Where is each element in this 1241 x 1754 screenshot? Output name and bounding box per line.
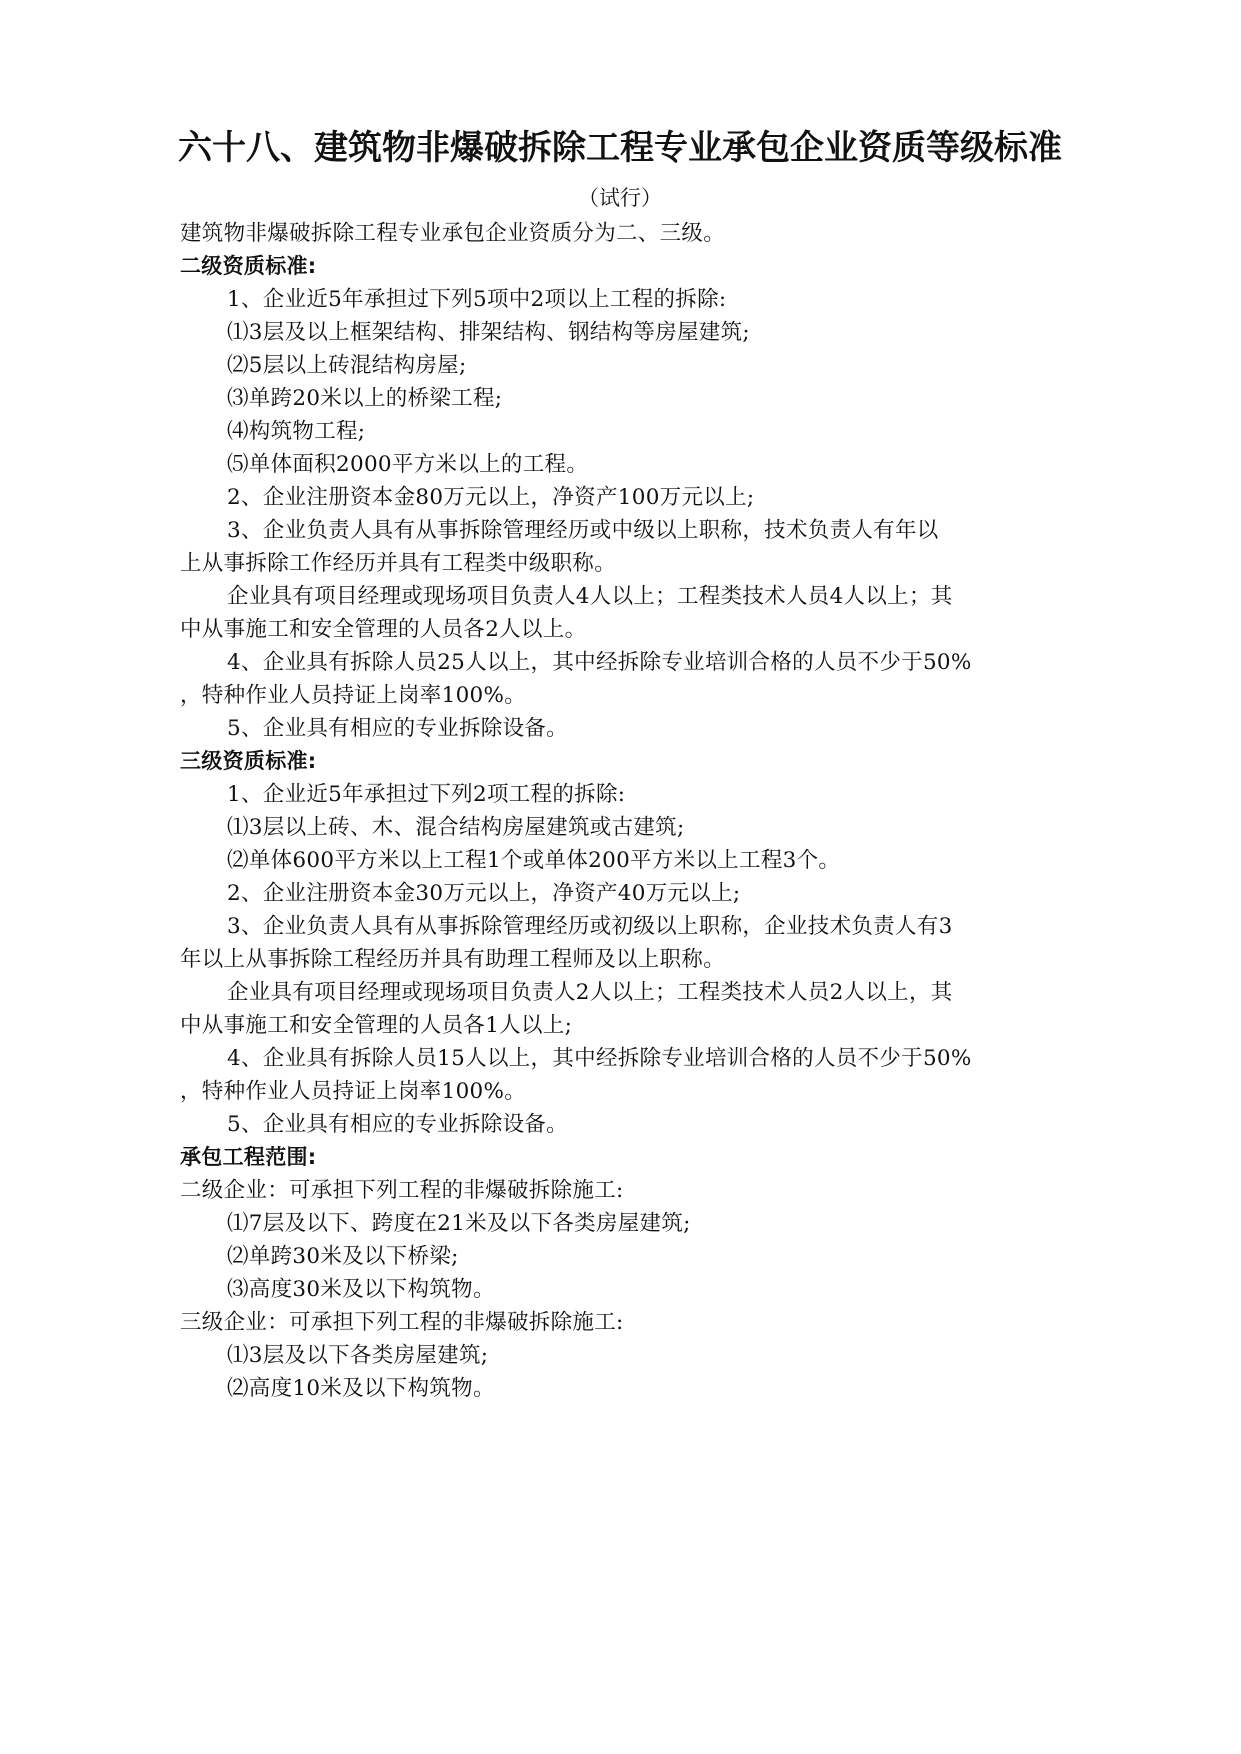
- intro-paragraph: 建筑物非爆破拆除工程专业承包企业资质分为二、三级。: [180, 221, 726, 246]
- level3-line: ⑴3层以上砖、木、混合结构房屋建筑或古建筑;: [227, 815, 685, 840]
- level3-line-continued: 年以上从事拆除工程经历并具有助理工程师及以上职称。: [180, 947, 726, 972]
- level2-line: 4、企业具有拆除人员25人以上，其中经拆除专业培训合格的人员不少于50%: [227, 650, 972, 675]
- level2-line: 5、企业具有相应的专业拆除设备。: [227, 716, 568, 741]
- level3-heading: 三级资质标准:: [180, 749, 317, 773]
- document-body: [180, 217, 1070, 1405]
- scope-line: ⑴7层及以下、跨度在21米及以下各类房屋建筑;: [227, 1211, 691, 1236]
- scope-line: ⑴3层及以下各类房屋建筑;: [227, 1343, 489, 1368]
- level2-line: 企业具有项目经理或现场项目负责人4人以上；工程类技术人员4人以上；其: [227, 584, 953, 609]
- scope-line: ⑶高度30米及以下构筑物。: [227, 1277, 495, 1302]
- level2-line: ⑶单跨20米以上的桥梁工程;: [227, 386, 503, 411]
- document-title: 六十八、建筑物非爆破拆除工程专业承包企业资质等级标准: [178, 128, 1062, 168]
- level2-line: 1、企业近5年承担过下列5项中2项以上工程的拆除:: [227, 287, 727, 312]
- level2-line-continued: 中从事施工和安全管理的人员各2人以上。: [180, 617, 587, 642]
- level2-line-continued: 上从事拆除工作经历并具有工程类中级职称。: [180, 551, 617, 576]
- level3-line: 2、企业注册资本金30万元以上，净资产40万元以上;: [227, 881, 741, 906]
- level2-line: ⑵5层以上砖混结构房屋;: [227, 353, 467, 378]
- level2-line: 3、企业负责人具有从事拆除管理经历或中级以上职称，技术负责人有年以: [227, 518, 939, 543]
- level3-line: 1、企业近5年承担过下列2项工程的拆除:: [227, 782, 626, 807]
- level2-line: ⑸单体面积2000平方米以上的工程。: [227, 452, 589, 477]
- level2-line: 2、企业注册资本金80万元以上，净资产100万元以上;: [227, 485, 755, 510]
- level2-line: ⑴3层及以上框架结构、排架结构、钢结构等房屋建筑;: [227, 320, 750, 345]
- level3-line: 4、企业具有拆除人员15人以上，其中经拆除专业培训合格的人员不少于50%: [227, 1046, 972, 1071]
- scope-heading: 承包工程范围:: [180, 1145, 317, 1169]
- level3-line: ⑵单体600平方米以上工程1个或单体200平方米以上工程3个。: [227, 848, 841, 873]
- scope-line: ⑵单跨30米及以下桥梁;: [227, 1244, 459, 1269]
- level3-line: 企业具有项目经理或现场项目负责人2人以上；工程类技术人员2人以上，其: [227, 980, 953, 1005]
- level3-line: 3、企业负责人具有从事拆除管理经历或初级以上职称，企业技术负责人有3: [227, 914, 953, 939]
- level2-heading: 二级资质标准:: [180, 254, 317, 278]
- scope-level2-intro: 二级企业：可承担下列工程的非爆破拆除施工:: [180, 1178, 624, 1203]
- level3-line-continued: 中从事施工和安全管理的人员各1人以上;: [180, 1013, 573, 1038]
- level3-line-continued: ，特种作业人员持证上岗率100%。: [180, 1079, 527, 1104]
- level2-line: ⑷构筑物工程;: [227, 419, 366, 444]
- level2-line-continued: ，特种作业人员持证上岗率100%。: [180, 683, 527, 708]
- document-subtitle: （试行）: [578, 186, 662, 210]
- level3-line: 5、企业具有相应的专业拆除设备。: [227, 1112, 568, 1137]
- scope-level3-intro: 三级企业：可承担下列工程的非爆破拆除施工:: [180, 1310, 624, 1335]
- scope-line: ⑵高度10米及以下构筑物。: [227, 1376, 495, 1401]
